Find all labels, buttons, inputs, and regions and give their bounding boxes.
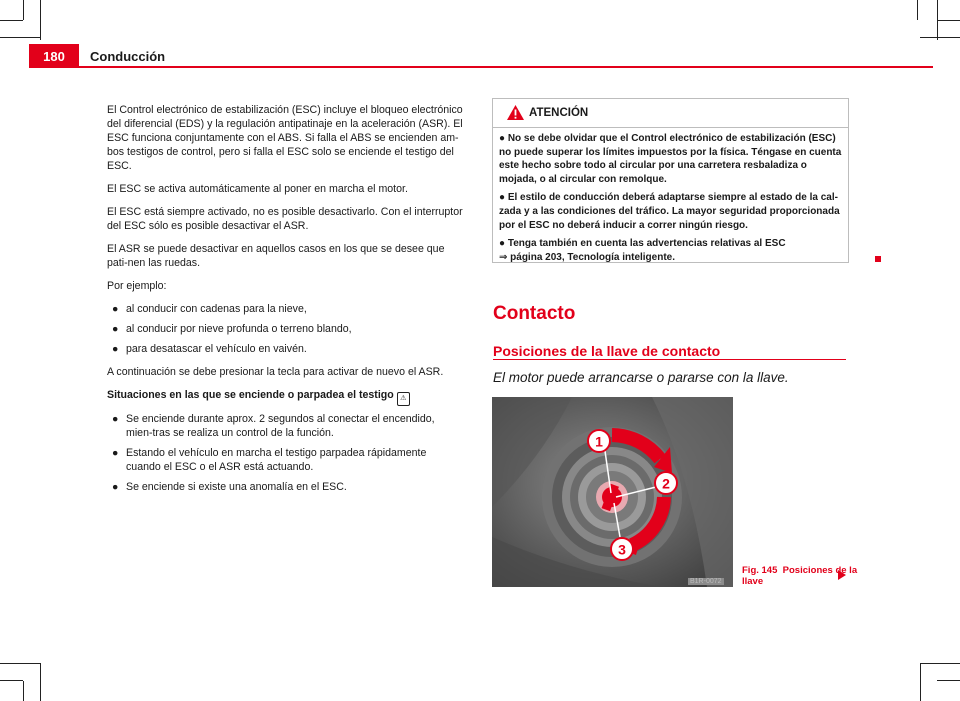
crop-mark [937, 680, 960, 681]
bullet-icon: ● [112, 303, 119, 315]
bullet-icon: ● [112, 343, 119, 355]
bullet-icon: ● [112, 323, 119, 335]
list-item: ● Estando el vehículo en marcha el testigo parpadea rápidamente cuando el ESC o el ASR está actuando. [112, 447, 427, 473]
crop-mark [937, 0, 938, 40]
figure-label-1: 1 [595, 433, 603, 450]
crop-mark [0, 20, 23, 21]
crop-mark [0, 680, 23, 681]
subsection-rule [493, 359, 846, 360]
esc-warning-lamp-icon: ⚠ [397, 392, 410, 406]
crop-mark [917, 0, 918, 20]
warning-triangle-icon [506, 104, 525, 121]
intro-text: El motor puede arrancarse o pararse con la llave. [493, 370, 789, 385]
list-item: ● Se enciende durante aprox. 2 segundos al conectar el encendido, mien-tras se realiza un control de la función. [112, 413, 435, 439]
warning-item: ● No se debe olvidar que el Control electrónico de estabilización (ESC) no puede superar los límites impuestos por la física. Téngase en cuenta este hecho sobre todo al circular por una carretera resbaladiza o mojada, o al circular con remolque. [499, 133, 842, 185]
paragraph: El ESC está siempre activado, no es posible desactivarlo. Con el interruptor del ESC sólo es posible desactivar el ASR. [107, 206, 463, 232]
list-item: ● al conducir con cadenas para la nieve, [112, 303, 307, 315]
warning-box [492, 98, 849, 263]
paragraph: El ASR se puede desactivar en aquellos casos en los que se desee que pati-nen las ruedas. [107, 243, 445, 269]
subsection-title: Posiciones de la llave de contacto [493, 343, 721, 359]
section-title: Contacto [493, 303, 576, 324]
ignition-lock-illustration [492, 397, 733, 587]
figure-caption: Fig. 145 Posiciones de la llave [742, 565, 858, 587]
crop-mark [920, 663, 960, 664]
paragraph: Por ejemplo: [107, 280, 167, 292]
cross-reference-link[interactable]: ⇒ página 203, Tecnología inteligente. [499, 251, 676, 263]
warning-title: ATENCIÓN [529, 107, 589, 119]
header-rule [79, 66, 933, 68]
crop-mark [0, 37, 40, 38]
page-number: 180 [29, 44, 79, 68]
paragraph: El Control electrónico de estabilización (ESC) incluye el bloqueo electrónico del diferencial (EDS) y la regulación antipatinaje en la aceleración (ASR). El ESC funciona conjuntamente con el ABS. Si falla el ABS se encienden am-bos testigos de control, pero si falla el ESC solo se enciende el testigo del ESC. [107, 104, 463, 172]
bullet-icon: ● [112, 413, 119, 425]
paragraph: El ESC se activa automáticamente al poner en marcha el motor. [107, 183, 408, 195]
crop-mark [920, 663, 921, 701]
subheading: Situaciones en las que se enciende o parpadea el testigo ⚠ [107, 388, 463, 406]
warning-item: ● El estilo de conducción deberá adaptarse siempre al estado de la cal-zada y a las condiciones del tráfico. La mayor seguridad proporcionada por el ESC no deberá inducir a correr ningún riesgo. [499, 192, 840, 231]
warning-item: ● Tenga también en cuenta las advertencias relativas al ESC ⇒ página 203, Tecnología inteligente. [499, 238, 786, 263]
chapter-title: Conducción [90, 49, 166, 64]
ignition-key-figure [492, 397, 733, 587]
figure-label-2: 2 [662, 475, 670, 492]
crop-mark [920, 37, 960, 38]
section-end-marker [875, 256, 881, 262]
continue-arrow-icon [838, 570, 846, 580]
paragraph: A continuación se debe presionar la tecla para activar de nuevo el ASR. [107, 366, 444, 378]
crop-mark [23, 681, 24, 701]
left-column [107, 103, 463, 500]
warning-body [499, 132, 842, 269]
figure-code: B1R-0072 [690, 578, 722, 585]
crop-mark [937, 20, 960, 21]
figure-label-3: 3 [618, 541, 626, 558]
crop-mark [0, 663, 40, 664]
bullet-icon: ● [112, 481, 119, 493]
warning-header [493, 99, 848, 128]
bullet-icon: ● [112, 447, 119, 459]
crop-mark [23, 0, 24, 20]
list-item: ● para desatascar el vehículo en vaivén. [112, 343, 307, 355]
crop-mark [40, 0, 41, 40]
crop-mark [40, 663, 41, 701]
list-item: ● Se enciende si existe una anomalía en el ESC. [112, 481, 347, 493]
list-item: ● al conducir por nieve profunda o terreno blando, [112, 323, 352, 335]
